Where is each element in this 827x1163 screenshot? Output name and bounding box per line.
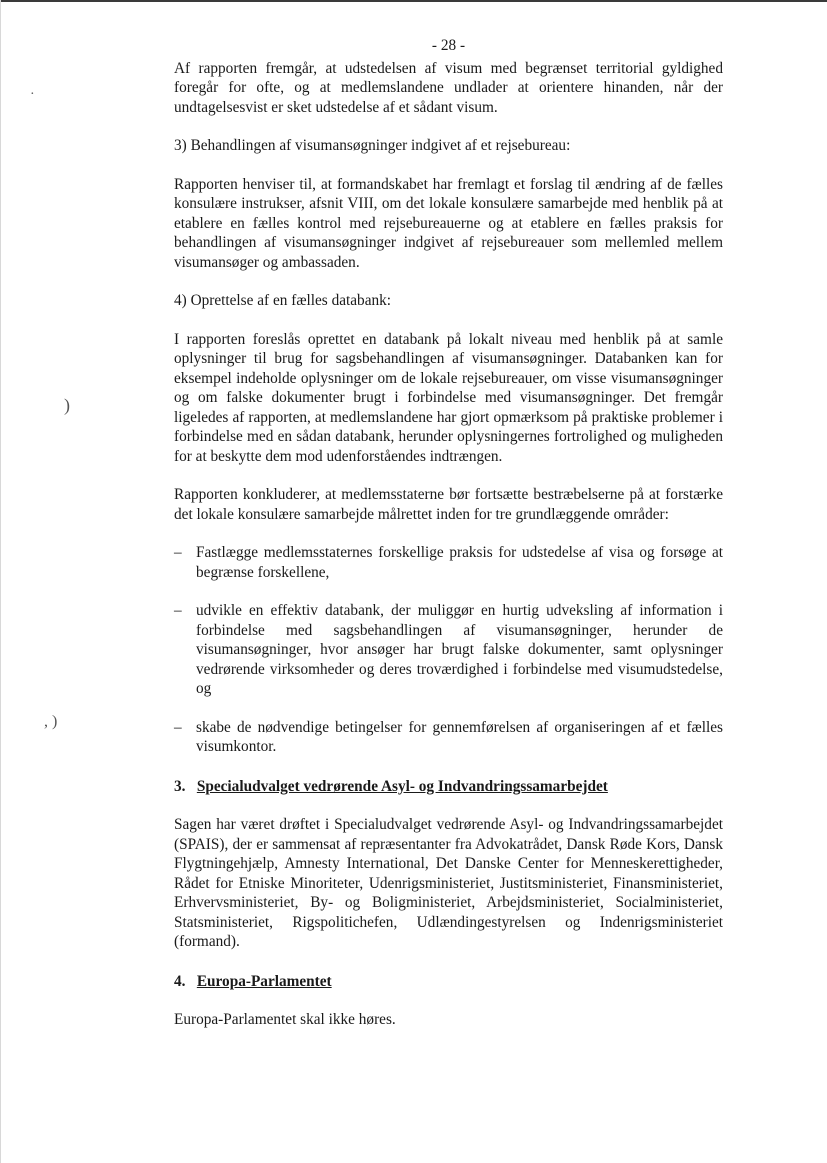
section-title: Europa-Parlamentet: [196, 972, 332, 990]
section-heading-europa-parlamentet: [174, 972, 723, 992]
list-item: [174, 601, 723, 699]
list-item-text: Fastlægge medlemsstaternes forskellige praksis for udstedelse af visa og forsøge at begrænse forskellene,: [196, 544, 723, 581]
section-heading-specialudvalget: [174, 777, 723, 797]
subheading-databank: 4) Oprettelse af en fælles databank:: [174, 292, 392, 309]
paragraph-visum-territorial: Af rapporten fremgår, at udstedelsen af visum med begrænset territorial gyldighed foregår for ofte, og at medlemslandene undlader at orientere hinanden, når der undtagelsesvist er sket udstedelse af et sådant visum.: [174, 59, 723, 116]
margin-mark-paren-2: , ): [44, 713, 58, 730]
section-title: Specialudvalget vedrørende Asyl- og Indvandringssamarbejdet: [196, 777, 608, 795]
scan-edge-left: [0, 0, 1, 1163]
page-number: - 28 -: [431, 37, 466, 54]
bullet-list: [174, 543, 723, 757]
dash-marker: –: [174, 544, 182, 561]
dash-marker: –: [174, 602, 182, 619]
margin-mark-paren: ): [64, 395, 70, 415]
list-item: [174, 543, 723, 582]
dash-marker: –: [174, 718, 182, 736]
paragraph-databank: I rapporten foreslås oprettet en databank på lokalt niveau med henblik på at samle oplysninger til brug for sagsbehandlingen af visumansøgninger. Databanken kan for eksempel indeholde oplysninger om de lokale rejsebureauer, om visse visumansøgninger og om falske dokumenter brugt i forbindelse med visumansøgninger. Det fremgår ligeledes af rapporten, at medlemslandene har gjort opmærksom på praktiske problemer i forbindelse med en sådan databank, herunder oplysningernes fortrolighed og muligheden for at beskytte dem mod udenforståendes indtrængen.: [174, 330, 723, 465]
section-number: 4.: [174, 972, 186, 990]
margin-mark-dot: ·: [30, 87, 35, 102]
list-item-text: skabe de nødvendige betingelser for gennemførelsen af organiseringen af et fælles visumkontor.: [196, 718, 723, 755]
paragraph-rejsebureau: Rapporten henviser til, at formandskabet har fremlagt et forslag til ændring af de fælles konsulære instrukser, afsnit VIII, om det lokale konsulære samarbejde med henblik på at etablere en fælles kontrol med rejsebureauerne og at etablere en fælles praksis for behandlingen af visumansøgninger indgivet af rejsebureauer som mellemled mellem visumansøger og ambassaden.: [174, 175, 723, 271]
paragraph-konklusion: Rapporten konkluderer, at medlemsstaterne bør fortsætte bestræbelserne på at forstærke det lokale konsulære samarbejde målrettet inden for tre grundlæggende områder:: [174, 486, 723, 523]
list-item: [174, 718, 723, 757]
section-number: 3.: [174, 777, 186, 795]
scan-edge-top: [0, 0, 827, 2]
paragraph-europa-parlamentet: Europa-Parlamentet skal ikke høres.: [174, 1011, 396, 1028]
list-item-text: udvikle en effektiv databank, der muliggør en hurtig udveksling af information i forbindelse med sagsbehandlingen af visumansøgninger, herunder de visumansøgninger, hvor ansøger har brugt falske dokumenter, samt oplysninger vedrørende virksomheder og deres troværdighed i forbindelse med visumudstedelse, og: [196, 602, 723, 697]
document-page: [174, 36, 723, 1030]
subheading-rejsebureau: 3) Behandlingen af visumansøgninger indgivet af et rejsebureau:: [174, 137, 571, 154]
paragraph-spais: Sagen har været drøftet i Specialudvalget vedrørende Asyl- og Indvandringssamarbejdet (SPAIS), der er sammensat af repræsentanter fra Advokatrådet, Dansk Røde Kors, Dansk Flygtningehjælp, Amnesty International, Det Danske Center for Menneskerettigheder, Rådet for Etniske Minoriteter, Udenrigsministeriet, Justitsministeriet, Finansministeriet, Erhvervsministeriet, By- og Boligministeriet, Arbejdsministeriet, Socialministeriet, Statsministeriet, Rigspolitichefen, Udlændingestyrelsen og Indenrigsministeriet (formand).: [174, 816, 723, 950]
